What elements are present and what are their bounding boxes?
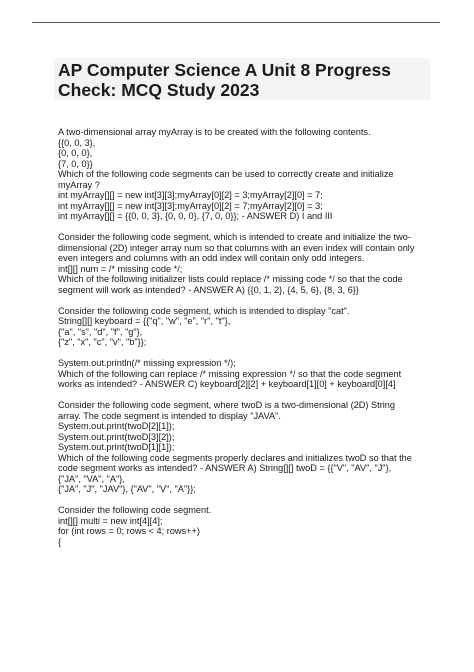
text-line: for (int rows = 0; rows < 4; rows++) xyxy=(58,526,200,536)
text-line: {{0, 0, 3}, xyxy=(58,137,96,148)
text-line: Which of the following code segments properly declares and initializes twoD so that the xyxy=(58,452,412,463)
text-line: {"JA", "J", "JAV"}, {"AV", "V", "A"}}; xyxy=(58,484,196,494)
text-line: code segment works as intended? - ANSWER A) String[][] twoD = {{"V", "AV", "J"}, xyxy=(58,463,392,473)
text-line: {"a", "s", "d", "f", "g"}, xyxy=(58,326,143,337)
question-block xyxy=(58,232,442,295)
text-line: Which of the following initializer lists could replace /* missing code */ so that the code xyxy=(58,274,403,284)
text-line: dimensional (2D) integer array num so that columns with an even index will contain only xyxy=(58,242,415,253)
text-line: Consider the following code segment, which is intended to create and initialize the two- xyxy=(58,232,411,242)
question-block xyxy=(58,358,442,390)
text-line: int myArray[][] = {{0, 0, 3}, {0, 0, 0}, {7, 0, 0}}; - ANSWER D) I and III xyxy=(58,211,333,221)
top-divider xyxy=(32,22,440,23)
text-line: {0, 0, 0}, xyxy=(58,148,93,158)
text-line: int[][] num = /* missing code */; xyxy=(58,263,183,274)
text-line: {7, 0, 0}} xyxy=(58,158,93,169)
text-line: works as intended? - ANSWER C) keyboard[2][2] + keyboard[1][0] + keyboard[0][4] xyxy=(58,379,396,389)
text-line: Consider the following code segment, where twoD is a two-dimensional (2D) String xyxy=(58,400,396,410)
text-line: System.out.print(twoD[1][1]); xyxy=(58,442,175,452)
text-line: Which of the following can replace /* missing expression */ so that the code segment xyxy=(58,368,402,379)
text-line: myArray ? xyxy=(58,179,100,190)
text-line: int[][] multi = new int[4][4]; xyxy=(58,515,163,526)
text-line: int myArray[][] = new int[3][3];myArray[0][2] = 7;myArray[2][0] = 3; xyxy=(58,200,323,211)
text-line: System.out.print(twoD[2][1]); xyxy=(58,421,175,431)
text-line: array. The code segment is intended to display "JAVA". xyxy=(58,410,281,421)
text-line: int myArray[][] = new int[3][3];myArray[0][2] = 3;myArray[2][0] = 7; xyxy=(58,190,323,200)
text-line: Consider the following code segment, which is intended to display "cat". xyxy=(58,305,350,316)
text-line: {"z", "x", "c", "v", "b"}}; xyxy=(58,337,147,347)
question-block xyxy=(58,400,442,495)
text-line: A two-dimensional array myArray is to be created with the following contents. xyxy=(58,127,371,137)
question-block xyxy=(58,505,442,547)
text-line: Consider the following code segment. xyxy=(58,505,212,515)
question-block xyxy=(58,306,442,348)
text-line: Which of the following code segments can be used to correctly create and initialize xyxy=(58,169,394,179)
document-title: AP Computer Science A Unit 8 Progress Check: MCQ Study 2023 xyxy=(58,60,391,100)
text-line: {"JA", "VA", "A"}, xyxy=(58,473,125,484)
text-line: even integers and columns with an odd index will contain only odd integers. xyxy=(58,253,365,263)
text-line: String[][] keyboard = {{"q", "w", "e", "r", "t"}, xyxy=(58,316,231,326)
text-line: System.out.print(twoD[3][2]); xyxy=(58,431,175,442)
document-body xyxy=(58,127,442,558)
question-block xyxy=(58,127,442,222)
text-line: System.out.println(/* missing expression */); xyxy=(58,358,236,368)
text-line: { xyxy=(58,536,62,547)
text-line: segment will work as intended? - ANSWER A) {{0, 1, 2}, {4, 5, 6}, {8, 3, 6}} xyxy=(58,284,359,295)
